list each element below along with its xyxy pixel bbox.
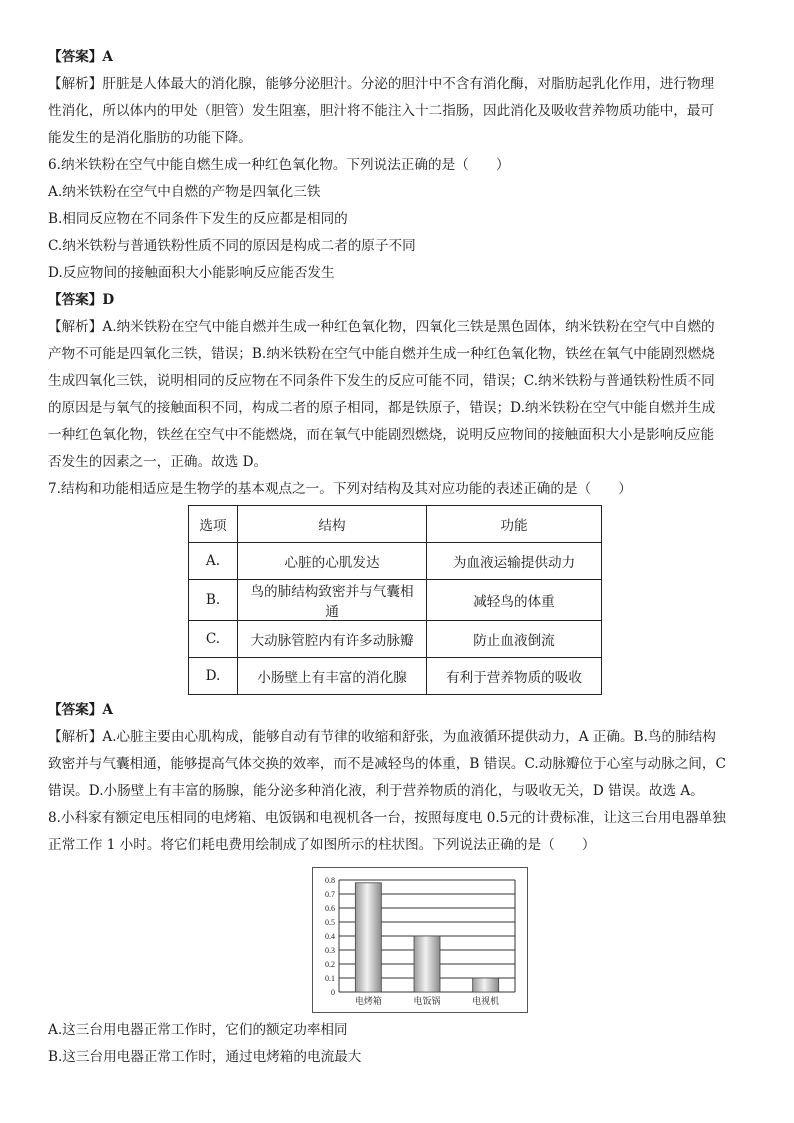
- table-cell: 大动脉管腔内有许多动脉瓣: [238, 621, 427, 658]
- table-header-cell: 结构: [238, 506, 427, 543]
- table-cell: 有利于营养物质的吸收: [427, 658, 602, 695]
- bar-chart-svg: [313, 868, 527, 1012]
- q5-answer: 【答案】A: [48, 49, 113, 65]
- y-tick-label: 0.6: [325, 904, 335, 913]
- x-category-label: 电视机: [472, 997, 500, 1007]
- table-header-cell: 功能: [427, 506, 602, 543]
- structure-function-table: [188, 505, 602, 695]
- q6-analysis-line: 否发生的因素之一，正确。故选 D。: [48, 454, 268, 470]
- table-cell: 防止血液倒流: [427, 621, 602, 658]
- y-tick-label: 0.7: [325, 890, 335, 899]
- q5-analysis-line: 能发生的是消化脂肪的功能下降。: [48, 130, 252, 146]
- table-header-row: [189, 506, 602, 543]
- q6-option-a: A.纳米铁粉在空气中自燃的产物是四氧化三铁: [48, 184, 321, 200]
- q5-analysis-line: 【解析】肝脏是人体最大的消化腺，能够分泌胆汁。分泌的胆汁中不含有消化酶，对脂肪起乳化作用，进行物理: [48, 76, 715, 92]
- table-cell: A.: [189, 543, 238, 580]
- q7-analysis-line: 【解析】A.心脏主要由心肌构成，能够自动有节律的收缩和舒张，为血液循环提供动力，A 正确。B.鸟的肺结构: [48, 729, 716, 745]
- table-cell: 减轻鸟的体重: [427, 580, 602, 621]
- table-cell: B.: [189, 580, 238, 621]
- q6-option-b: B.相同反应物在不同条件下发生的反应都是相同的: [48, 211, 348, 227]
- table-row: [189, 621, 602, 658]
- q7-analysis-line: 错误。D.小肠壁上有丰富的肠腺，能分泌多种消化液，利于营养物质的消化，与吸收无关，D 错误。故选 A。: [48, 783, 704, 799]
- q8-option-a: A.这三台用电器正常工作时，它们的额定功率相同: [48, 1022, 348, 1038]
- q7-analysis-line: 致密并与气囊相通，能够提高气体交换的效率，而不是减轻鸟的体重，B 错误。C.动脉瓣位于心室与动脉之间，C: [48, 756, 726, 772]
- table-cell: 鸟的肺结构致密并与气囊相通: [238, 580, 427, 621]
- q5-analysis-line: 性消化，所以体内的甲处（胆管）发生阻塞，胆汁将不能注入十二指肠，因此消化及吸收营养物质功能中，最可: [48, 103, 715, 119]
- y-tick-label: 0.3: [325, 946, 335, 955]
- table-cell: 心脏的心肌发达: [238, 543, 427, 580]
- y-tick-label: 0: [331, 988, 335, 997]
- bar: [414, 936, 440, 992]
- table-row: [189, 580, 602, 621]
- q6-option-c: C.纳米铁粉与普通铁粉性质不同的原因是构成二者的原子不同: [48, 238, 416, 254]
- q6-stem: 6.纳米铁粉在空气中能自燃生成一种红色氧化物。下列说法正确的是（ ）: [48, 157, 510, 173]
- bar: [355, 883, 381, 992]
- table-cell: D.: [189, 658, 238, 695]
- q6-analysis-line: 产物不可能是四氧化三铁，错误；B.纳米铁粉在空气中能自燃并生成一种红色氧化物，铁丝在氧气中能剧烈燃烧: [48, 346, 715, 362]
- q6-analysis-line: 的原因是与氧气的接触面积不同，构成二者的原子相同，都是铁原子，错误；D.纳米铁粉在空气中能自燃并生成: [48, 400, 716, 416]
- table-cell: 为血液运输提供动力: [427, 543, 602, 580]
- x-category-label: 电饭锅: [413, 997, 441, 1007]
- q7-stem: 7.结构和功能相适应是生物学的基本观点之一。下列对结构及其对应功能的表述正确的是（ ）: [48, 481, 632, 497]
- y-tick-label: 0.8: [325, 876, 335, 885]
- table-cell: C.: [189, 621, 238, 658]
- y-tick-label: 0.4: [325, 932, 335, 941]
- q7-answer: 【答案】A: [48, 702, 113, 718]
- q8-option-b: B.这三台用电器正常工作时，通过电烤箱的电流最大: [48, 1049, 362, 1065]
- y-tick-label: 0.1: [325, 974, 335, 983]
- q6-analysis-line: 生成四氧化三铁，说明相同的反应物在不同条件下发生的反应可能不同，错误；C.纳米铁粉与普通铁粉性质不同: [48, 373, 715, 389]
- q8-stem: 正常工作 1 小时。将它们耗电费用绘制成了如图所示的柱状图。下列说法正确的是（ ）: [48, 837, 596, 853]
- y-tick-label: 0.5: [325, 918, 335, 927]
- table-header-cell: 选项: [189, 506, 238, 543]
- table-row: [189, 543, 602, 580]
- bar: [473, 978, 499, 992]
- q6-analysis-line: 【解析】A.纳米铁粉在空气中能自燃并生成一种红色氧化物，四氧化三铁是黑色固体，纳米铁粉在空气中自燃的: [48, 319, 715, 335]
- table-cell: 小肠壁上有丰富的消化腺: [238, 658, 427, 695]
- q6-answer: 【答案】D: [48, 292, 115, 308]
- document-page: [48, 44, 748, 1071]
- q8-stem: 8.小科家有额定电压相同的电烤箱、电饭锅和电视机各一台，按照每度电 0.5元的计费标准，让这三台用电器单独: [48, 810, 726, 826]
- electricity-cost-chart: [312, 867, 528, 1013]
- table-row: [189, 658, 602, 695]
- q6-option-d: D.反应物间的接触面积大小能影响反应能否发生: [48, 265, 335, 281]
- x-category-label: 电烤箱: [354, 997, 382, 1007]
- y-tick-label: 0.2: [325, 960, 335, 969]
- q6-analysis-line: 一种红色氧化物，铁丝在空气中不能燃烧，而在氧气中能剧烈燃烧，说明反应物间的接触面积大小是影响反应能: [48, 427, 715, 443]
